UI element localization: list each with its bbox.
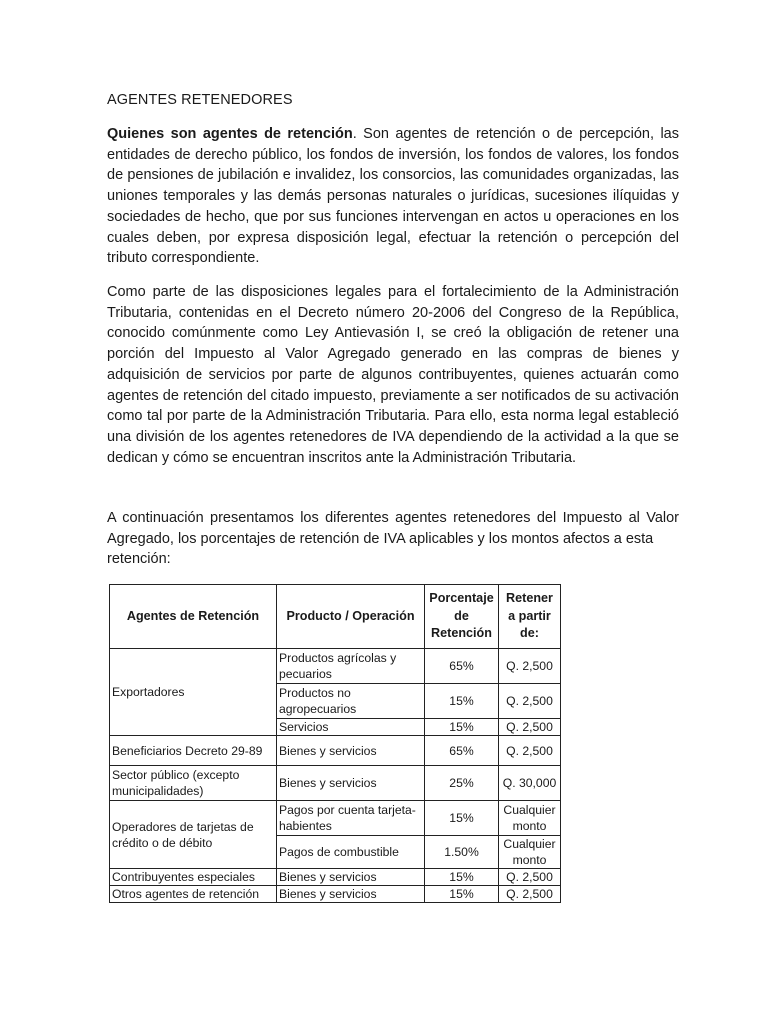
percentage-cell: 1.50%: [425, 836, 499, 869]
paragraph-introduction-end: retención:: [107, 551, 171, 568]
header-retain-from: Retener a partir de:: [499, 585, 561, 649]
bold-lead: Quienes son agentes de retención: [107, 126, 353, 142]
amount-cell: Q. 30,000: [499, 766, 561, 801]
header-agent: Agentes de Retención: [110, 585, 277, 649]
paragraph-definition: [107, 124, 679, 269]
agent-operadores: Operadores de tarjetas de crédito o de débito: [110, 801, 277, 869]
percentage-cell: 15%: [425, 801, 499, 836]
product-cell: Servicios: [277, 719, 425, 736]
agent-sector-publico: Sector público (excepto municipalidades): [110, 766, 277, 801]
amount-cell: Q. 2,500: [499, 719, 561, 736]
amount-cell: Q. 2,500: [499, 649, 561, 684]
percentage-cell: 15%: [425, 719, 499, 736]
amount-cell: Q. 2,500: [499, 736, 561, 766]
paragraph-legal-context: Como parte de las disposiciones legales para el fortalecimiento de la Administración Tributaria, contenidas en el Decreto número 20-2006 del Congreso de la República, conocido comúnmente como Ley Antievasión I, se creó la obligación de retener una porción del Impuesto al Valor Agregado generado en las compras de bienes y adquisición de servicios por parte de algunos contribuyentes, quienes actuarán como agentes de retención del citado impuesto, previamente a ser notificados de su activación como tal por parte de la Administración Tributaria. Para ello, esta norma legal estableció una división de los agentes retenedores de IVA dependiendo de la actividad a la que se dedican y cómo se encuentran inscritos ante la Administración Tributaria.: [107, 284, 679, 466]
table-row: [110, 766, 561, 801]
table-row: [110, 886, 561, 903]
agent-exportadores: Exportadores: [110, 649, 277, 736]
agent-beneficiarios: Beneficiarios Decreto 29-89: [110, 736, 277, 766]
table-row: [110, 869, 561, 886]
product-cell: Pagos por cuenta tarjeta-habientes: [277, 801, 425, 836]
product-cell: Bienes y servicios: [277, 869, 425, 886]
table-row: [110, 801, 561, 836]
percentage-cell: 65%: [425, 736, 499, 766]
amount-cell: Q. 2,500: [499, 684, 561, 719]
amount-cell: Q. 2,500: [499, 869, 561, 886]
amount-cell: Cualquier monto: [499, 801, 561, 836]
percentage-cell: 15%: [425, 684, 499, 719]
header-product: Producto / Operación: [277, 585, 425, 649]
product-cell: Pagos de combustible: [277, 836, 425, 869]
percentage-cell: 15%: [425, 886, 499, 903]
table-header-row: [110, 585, 561, 649]
paragraph-definition-text: . Son agentes de retención o de percepción, las entidades de derecho público, los fondos de inversión, los fondos de valores, los fondos de pensiones de jubilación e invalidez, los consorcios, las comunidades organizadas, las uniones temporales y las demás personas naturales o jurídicas, sucesiones ilíquidas y sociedades de hecho, que por sus funciones intervengan en actos u operaciones en los cuales deben, por expresa disposición legal, efectuar la retención o percepción del tributo correspondiente.: [107, 126, 679, 267]
page-title: AGENTES RETENEDORES: [107, 92, 293, 108]
agent-contribuyentes: Contribuyentes especiales: [110, 869, 277, 886]
header-percentage: Porcentaje de Retención: [425, 585, 499, 649]
percentage-cell: 25%: [425, 766, 499, 801]
table-row: [110, 736, 561, 766]
product-cell: Productos agrícolas y pecuarios: [277, 649, 425, 684]
paragraph-introduction-text: A continuación presentamos los diferentes agentes retenedores del Impuesto al Valor Agregado, los porcentajes de retención de IVA aplicables y los montos afectos a esta: [107, 510, 679, 547]
agent-otros: Otros agentes de retención: [110, 886, 277, 903]
product-cell: Productos no agropecuarios: [277, 684, 425, 719]
product-cell: Bienes y servicios: [277, 766, 425, 801]
product-cell: Bienes y servicios: [277, 736, 425, 766]
paragraph-introduction: [107, 508, 679, 570]
percentage-cell: 65%: [425, 649, 499, 684]
percentage-cell: 15%: [425, 869, 499, 886]
amount-cell: Cualquier monto: [499, 836, 561, 869]
product-cell: Bienes y servicios: [277, 886, 425, 903]
amount-cell: Q. 2,500: [499, 886, 561, 903]
table-row: [110, 649, 561, 684]
retention-table: [109, 584, 561, 903]
